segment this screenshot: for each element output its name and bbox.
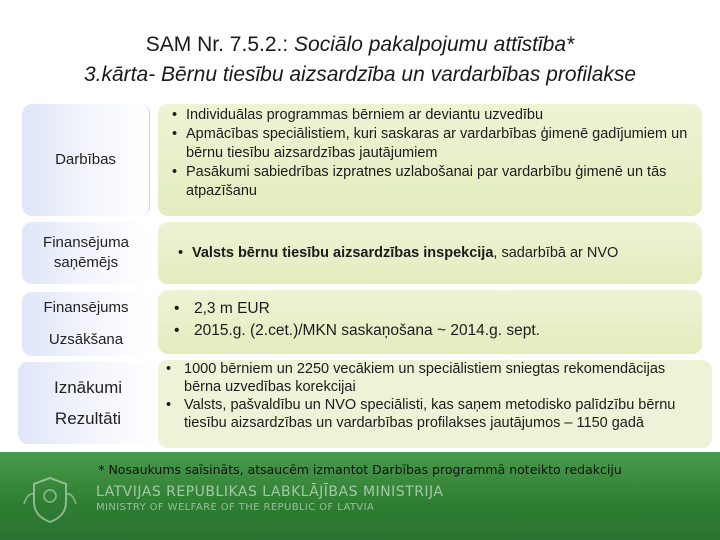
content-rezultati: [158, 360, 712, 448]
sanemejs-bold: Valsts bērnu tiesību aizsardzības inspekcija: [192, 245, 494, 261]
list-item: • 2015.g. (2.cet.)/MKN saskaņošana ~ 2014.g. sept.: [174, 320, 692, 342]
label-iznakumi-text: Iznākumi: [53, 377, 123, 397]
label-rezultati: [18, 362, 158, 444]
finansejums-list: [174, 298, 692, 342]
label-uzsaksana-text: Uzsākšana: [48, 331, 124, 348]
content-finansejums: [158, 290, 702, 354]
sanemejs-rest: , sadarbībā ar NVO: [493, 245, 619, 261]
list-item: • Valsts, pašvaldību un NVO speciālisti, kas saņem metodisko palīdzību bērnu tiesību aizsardzības un vardarbības profilakses jautājumos – 1150 gadā: [166, 396, 702, 432]
title-prefix: SAM Nr. 7.5.2.:: [145, 33, 295, 56]
content-darbibas: [158, 104, 702, 216]
ministry-name-lv: LATVIJAS REPUBLIKAS LABKLĀJĪBAS MINISTRIJA: [96, 484, 444, 500]
list-item: • Apmācības speciālistiem, kuri saskaras ar vardarbības ģimenē gadījumiem un bērnu tiesību aizsardzības jautājumiem: [172, 125, 692, 163]
list-item: • Individuālas programmas bērniem ar deviantu uzvedību: [172, 106, 692, 125]
title-line2: 3.kārta- Bērnu tiesību aizsardzība un vardarbības profilakse: [83, 63, 637, 86]
content-sanemejs: [158, 222, 702, 284]
label-finansejums: [22, 292, 150, 356]
list-item: • 1000 bērniem un 2250 vecākiem un speciālistiem sniegtas rekomendācijas bērna uzvedības korekcijai: [166, 360, 702, 396]
footnote: * Nosaukums saīsināts, atsaucēm izmantot Darbības programmā noteikto redakciju: [98, 462, 622, 477]
label-finansejums-text: Finansējums: [43, 299, 129, 316]
label-darbibas: [22, 104, 150, 216]
slide-title: [0, 30, 720, 90]
rezultati-list: [166, 360, 702, 432]
coat-of-arms-icon: [20, 474, 80, 526]
sanemejs-list: [178, 244, 692, 263]
label-sanemejs: [22, 222, 150, 284]
darbibas-list: [172, 106, 692, 201]
list-item: • 2,3 m EUR: [174, 298, 692, 320]
list-item: [178, 244, 692, 263]
title-italic: Sociālo pakalpojumu attīstība*: [294, 33, 575, 56]
label-darbibas-text: Darbības: [55, 151, 116, 168]
ministry-name-en: MINISTRY OF WELFARE OF THE REPUBLIC OF LATVIA: [96, 502, 375, 513]
label-sanemejs-text: Finansējuma saņēmējs: [43, 234, 129, 271]
list-item: • Pasākumi sabiedrības izpratnes uzlabošanai par vardarbību ģimenē un tās atpazīšanu: [172, 163, 692, 201]
label-rezultati-text: Rezultāti: [54, 408, 122, 428]
